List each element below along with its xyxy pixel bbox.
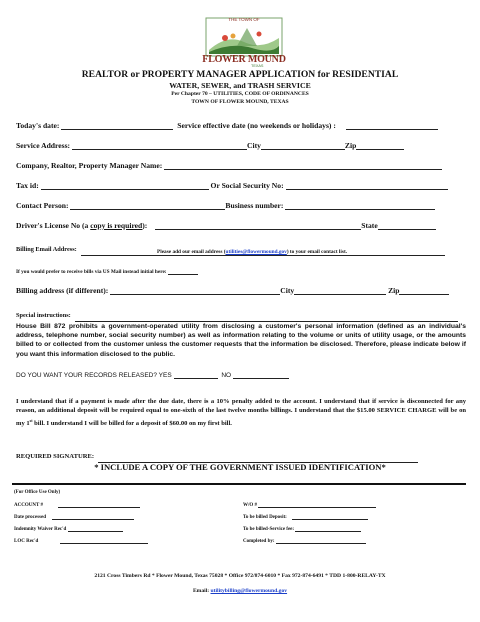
company-label: Company, Realtor, Property Manager Name: — [16, 161, 163, 170]
todays-date-field[interactable] — [61, 120, 173, 130]
office-wo-label: W/O # — [243, 503, 258, 508]
logo-name: FLOWER MOUND — [202, 54, 286, 65]
service-zip-field[interactable] — [356, 140, 404, 150]
service-address-field[interactable] — [72, 140, 247, 150]
agreement-sup: st — [29, 417, 33, 423]
records-no-field[interactable] — [233, 371, 289, 379]
service-address-row — [16, 140, 404, 150]
page-title: REALTOR or PROPERTY MANAGER APPLICATION for RESIDENTIAL — [81, 69, 399, 80]
todays-date-label: Today's date: — [16, 121, 60, 130]
special-instructions-field[interactable] — [75, 314, 458, 322]
house-bill-paragraph: House Bill 872 prohibits a government-operated utility from disclosing a customer's personal information (defined as an individual's address, telephone number, social security number) as well as information relating to the volume or units of utility usage, or the amounts billed to or collected from the customer unless the customer requests that the information be disclosed. Therefore, please indicate below if you want this information disclosed to the public. — [16, 323, 466, 358]
office-use-heading: (For Office Use Only) — [14, 490, 61, 495]
office-completed-by-field[interactable] — [276, 538, 366, 544]
footer-address: 2121 Cross Timbers Rd * Flower Mound, Texas 75028 * Office 972/874-6010 * Fax 972-874-6491 * TDD 1-800-RELAY-TX — [94, 573, 386, 579]
signature-label: REQUIRED SIGNATURE: — [16, 453, 95, 460]
logo-top-text: THE TOWN OF — [228, 17, 260, 22]
office-billed-deposit-label: To be billed Deposit: — [243, 515, 287, 520]
special-instructions-row — [16, 304, 458, 322]
records-no-label: NO — [221, 372, 232, 379]
drivers-license-row — [16, 220, 436, 230]
logo-sub: TEXAS — [251, 64, 264, 68]
billing-address-field[interactable] — [110, 285, 280, 295]
office-right-row-1 — [243, 502, 376, 508]
ssn-field[interactable] — [286, 180, 448, 190]
service-zip-label: Zip — [344, 141, 357, 150]
office-billed-service-label: To be billed-Service fee: — [243, 527, 295, 532]
office-right-row-2 — [243, 514, 368, 520]
office-account-label: ACCOUNT # — [14, 503, 43, 508]
service-date-label: Service effective date (no weekends or holidays) : — [177, 121, 336, 130]
office-left-row-4 — [14, 538, 148, 544]
state-field[interactable] — [378, 220, 436, 230]
state-label: State — [361, 221, 378, 230]
drivers-license-label-required: copy is required — [90, 221, 143, 230]
contact-label: Contact Person: — [16, 201, 69, 210]
records-release-row — [16, 371, 289, 379]
office-indemnity-field[interactable] — [68, 526, 123, 532]
utilities-email-link[interactable]: utilities@flowermound.gov — [225, 249, 287, 255]
chapter-line: Per Chapter 70 – UTILITIES, CODE OF ORDINANCES — [171, 91, 309, 97]
company-field[interactable] — [164, 160, 442, 170]
office-indemnity-label: Indemnity Waiver Rec'd — [14, 527, 67, 532]
email-note-post: ) to your email contact list. — [286, 249, 348, 255]
footer-email-label: Email: — [192, 588, 211, 594]
records-yes-field[interactable] — [174, 371, 218, 379]
drivers-license-label-post: ): — [142, 221, 148, 230]
email-note-pre: Please add our email address ( — [157, 249, 226, 255]
service-city-label: City — [246, 141, 261, 150]
billing-address-row — [16, 285, 449, 295]
records-release-question: DO YOU WANT YOUR RECORDS RELEASED? YES — [16, 372, 172, 379]
office-wo-field[interactable] — [258, 502, 376, 508]
us-mail-row — [16, 268, 198, 275]
drivers-license-field[interactable] — [155, 220, 361, 230]
office-billed-service-field[interactable] — [295, 526, 361, 532]
drivers-license-label-pre: Driver's License No (a — [16, 221, 91, 230]
billing-address-label: Billing address (if different): — [16, 286, 109, 295]
office-right-row-3 — [243, 526, 361, 532]
page-subtitle: WATER, SEWER, and TRASH SERVICE — [169, 81, 311, 90]
town-logo — [197, 16, 291, 68]
billing-zip-field[interactable] — [399, 285, 449, 295]
business-number-field[interactable] — [285, 200, 435, 210]
us-mail-label: If you would prefer to receive bills via US Mail instead initial here: — [16, 269, 167, 275]
billing-email-link[interactable]: utilitybilling@flowermound.gov — [210, 588, 288, 594]
office-account-field[interactable] — [58, 502, 140, 508]
footer-email-row — [0, 588, 480, 594]
billing-city-label: City — [280, 286, 295, 295]
signature-row — [16, 445, 418, 463]
tax-id-field[interactable] — [41, 180, 209, 190]
business-number-label: Business number: — [225, 201, 284, 210]
office-loc-field[interactable] — [60, 538, 148, 544]
billing-zip-label: Zip — [388, 286, 400, 295]
tax-id-row — [16, 180, 448, 190]
office-right-row-4 — [243, 538, 366, 544]
service-city-field[interactable] — [261, 140, 345, 150]
billing-city-field[interactable] — [294, 285, 386, 295]
id-notice: * INCLUDE A COPY OF THE GOVERNMENT ISSUED IDENTIFICATION* — [94, 462, 386, 472]
ssn-label: Or Social Security No: — [210, 181, 284, 190]
office-loc-label: LOC Rec'd — [14, 539, 39, 544]
billing-email-label: Billing Email Address: — [16, 246, 77, 253]
office-date-processed-field[interactable] — [52, 514, 134, 520]
agreement-main: I understand that if a payment is made after the due date, there is a 10% penalty added to the account. I understand that if service is disconnected for any reason, an additional deposit will be required equal to one-sixth of the last twelve months billings. I understand that the $15.00 SERVICE CHARGE will be on my 1 — [16, 398, 466, 427]
special-instructions-label: Special instructions: — [16, 312, 71, 319]
contact-field[interactable] — [70, 200, 225, 210]
agreement-paragraph — [16, 397, 466, 428]
company-row — [16, 160, 442, 170]
office-date-processed-label: Date processed — [14, 515, 46, 520]
email-note — [157, 249, 347, 255]
office-divider — [12, 483, 466, 485]
service-address-label: Service Address: — [16, 141, 71, 150]
office-billed-deposit-field[interactable] — [292, 514, 368, 520]
office-left-row-2 — [14, 514, 134, 520]
contact-row — [16, 200, 435, 210]
office-completed-by-label: Completed by: — [243, 539, 275, 544]
office-left-row-3 — [14, 526, 123, 532]
office-left-row-1 — [14, 502, 140, 508]
us-mail-initial-field[interactable] — [168, 268, 198, 275]
tax-id-label: Tax id: — [16, 181, 39, 190]
todays-date-row — [16, 120, 438, 130]
agreement-tail: bill. I understand I will be billed for a deposit of $60.00 on my first bill. — [32, 419, 232, 427]
town-line: TOWN OF FLOWER MOUND, TEXAS — [191, 99, 289, 105]
service-date-field[interactable] — [346, 120, 438, 130]
